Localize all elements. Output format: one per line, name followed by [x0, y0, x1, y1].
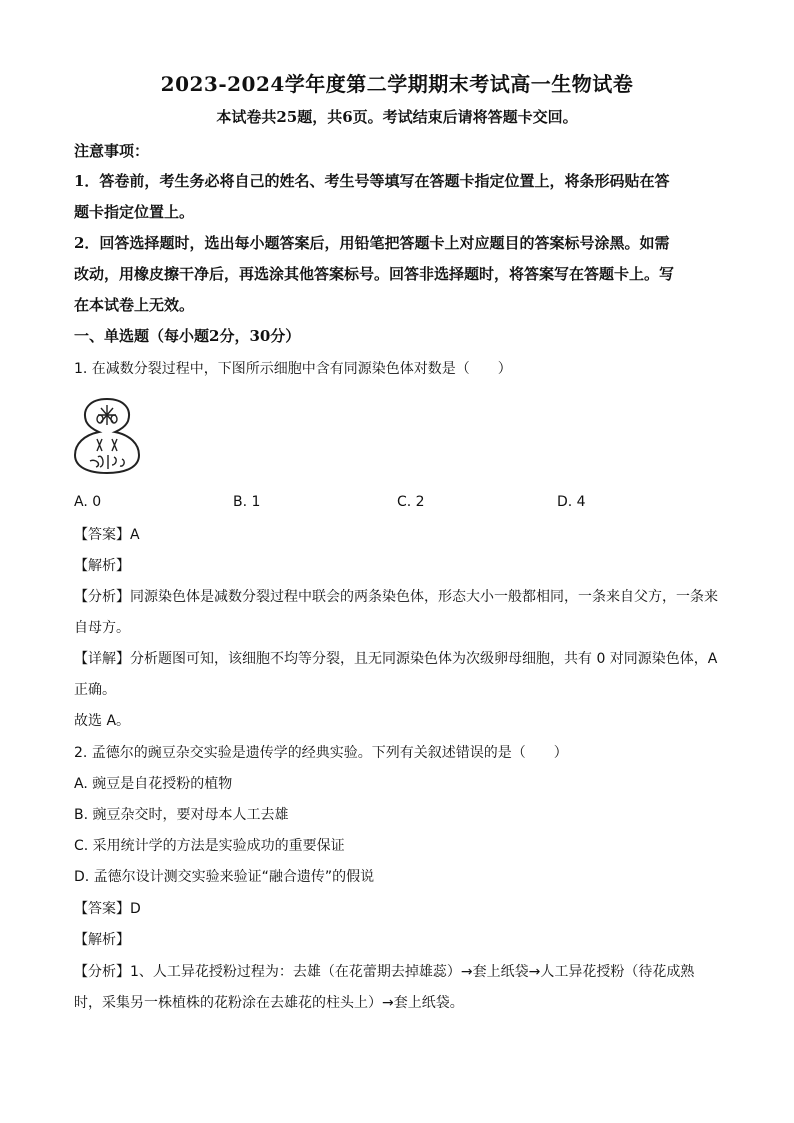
question-1-xiangjie-line-2: 正确。 [74, 682, 116, 698]
question-1-fenxi-line-1: 【分析】同源染色体是减数分裂过程中联会的两条染色体，形态大小一般都相同，一条来自父方，一条来 [74, 589, 718, 605]
question-2-fenxi-line-1: 【分析】1、人工异花授粉过程为：去雄（在花蕾期去掉雄蕊）→套上纸袋→人工异花授粉（待花成熟 [74, 964, 695, 980]
notice-2-line-1: 2．回答选择题时，选出每小题答案后，用铅笔把答题卡上对应题目的答案标号涂黑。如需 [74, 234, 670, 252]
question-1-fenxi-line-2: 自母方。 [74, 620, 130, 636]
notice-2-line-3: 在本试卷上无效。 [74, 296, 195, 314]
question-1-answer: 【答案】A [74, 527, 140, 543]
notice-heading: 注意事项： [74, 142, 150, 160]
question-2-option-a: A. 豌豆是自花授粉的植物 [74, 776, 233, 792]
question-1-analysis-label: 【解析】 [74, 558, 130, 574]
exam-title: 2023-2024学年度第二学期期末考试高一生物试卷 [160, 72, 634, 96]
dividing-cell-icon [72, 395, 142, 475]
question-2-answer: 【答案】D [74, 901, 141, 917]
question-1-option-c: C. 2 [397, 494, 425, 510]
question-1-option-d: D. 4 [557, 494, 586, 510]
question-1-xiangjie-line-1: 【详解】分析题图可知，该细胞不均等分裂，且无同源染色体为次级卵母细胞，共有 0 对同源染色体，A [74, 651, 718, 667]
notice-1-line-1: 1．答卷前，考生务必将自己的姓名、考生号等填写在答题卡指定位置上，将条形码贴在答 [74, 172, 670, 190]
notice-1-line-2: 题卡指定位置上。 [74, 203, 195, 221]
question-1-option-b: B. 1 [233, 494, 261, 510]
question-2-option-b: B. 豌豆杂交时，要对母本人工去雄 [74, 807, 289, 823]
section-heading-single-choice: 一、单选题（每小题2分，30分） [74, 327, 301, 345]
question-2-option-c: C. 采用统计学的方法是实验成功的重要保证 [74, 838, 345, 854]
question-2-stem: 2. 孟德尔的豌豆杂交实验是遗传学的经典实验。下列有关叙述错误的是（ ） [74, 745, 568, 761]
question-1-option-a: A. 0 [74, 494, 102, 510]
question-2-fenxi-line-2: 时，采集另一株植株的花粉涂在去雄花的柱头上）→套上纸袋。 [74, 995, 464, 1011]
exam-subtitle: 本试卷共25题，共6页。考试结束后请将答题卡交回。 [216, 108, 578, 126]
question-2-analysis-label: 【解析】 [74, 932, 130, 948]
question-1-conclusion: 故选 A。 [74, 713, 131, 729]
question-1-stem: 1. 在减数分裂过程中，下图所示细胞中含有同源染色体对数是（ ） [74, 361, 512, 377]
question-2-option-d: D. 孟德尔设计测交实验来验证“融合遗传”的假说 [74, 869, 375, 885]
notice-2-line-2: 改动，用橡皮擦干净后，再选涂其他答案标号。回答非选择题时，将答案写在答题卡上。写 [74, 265, 675, 283]
